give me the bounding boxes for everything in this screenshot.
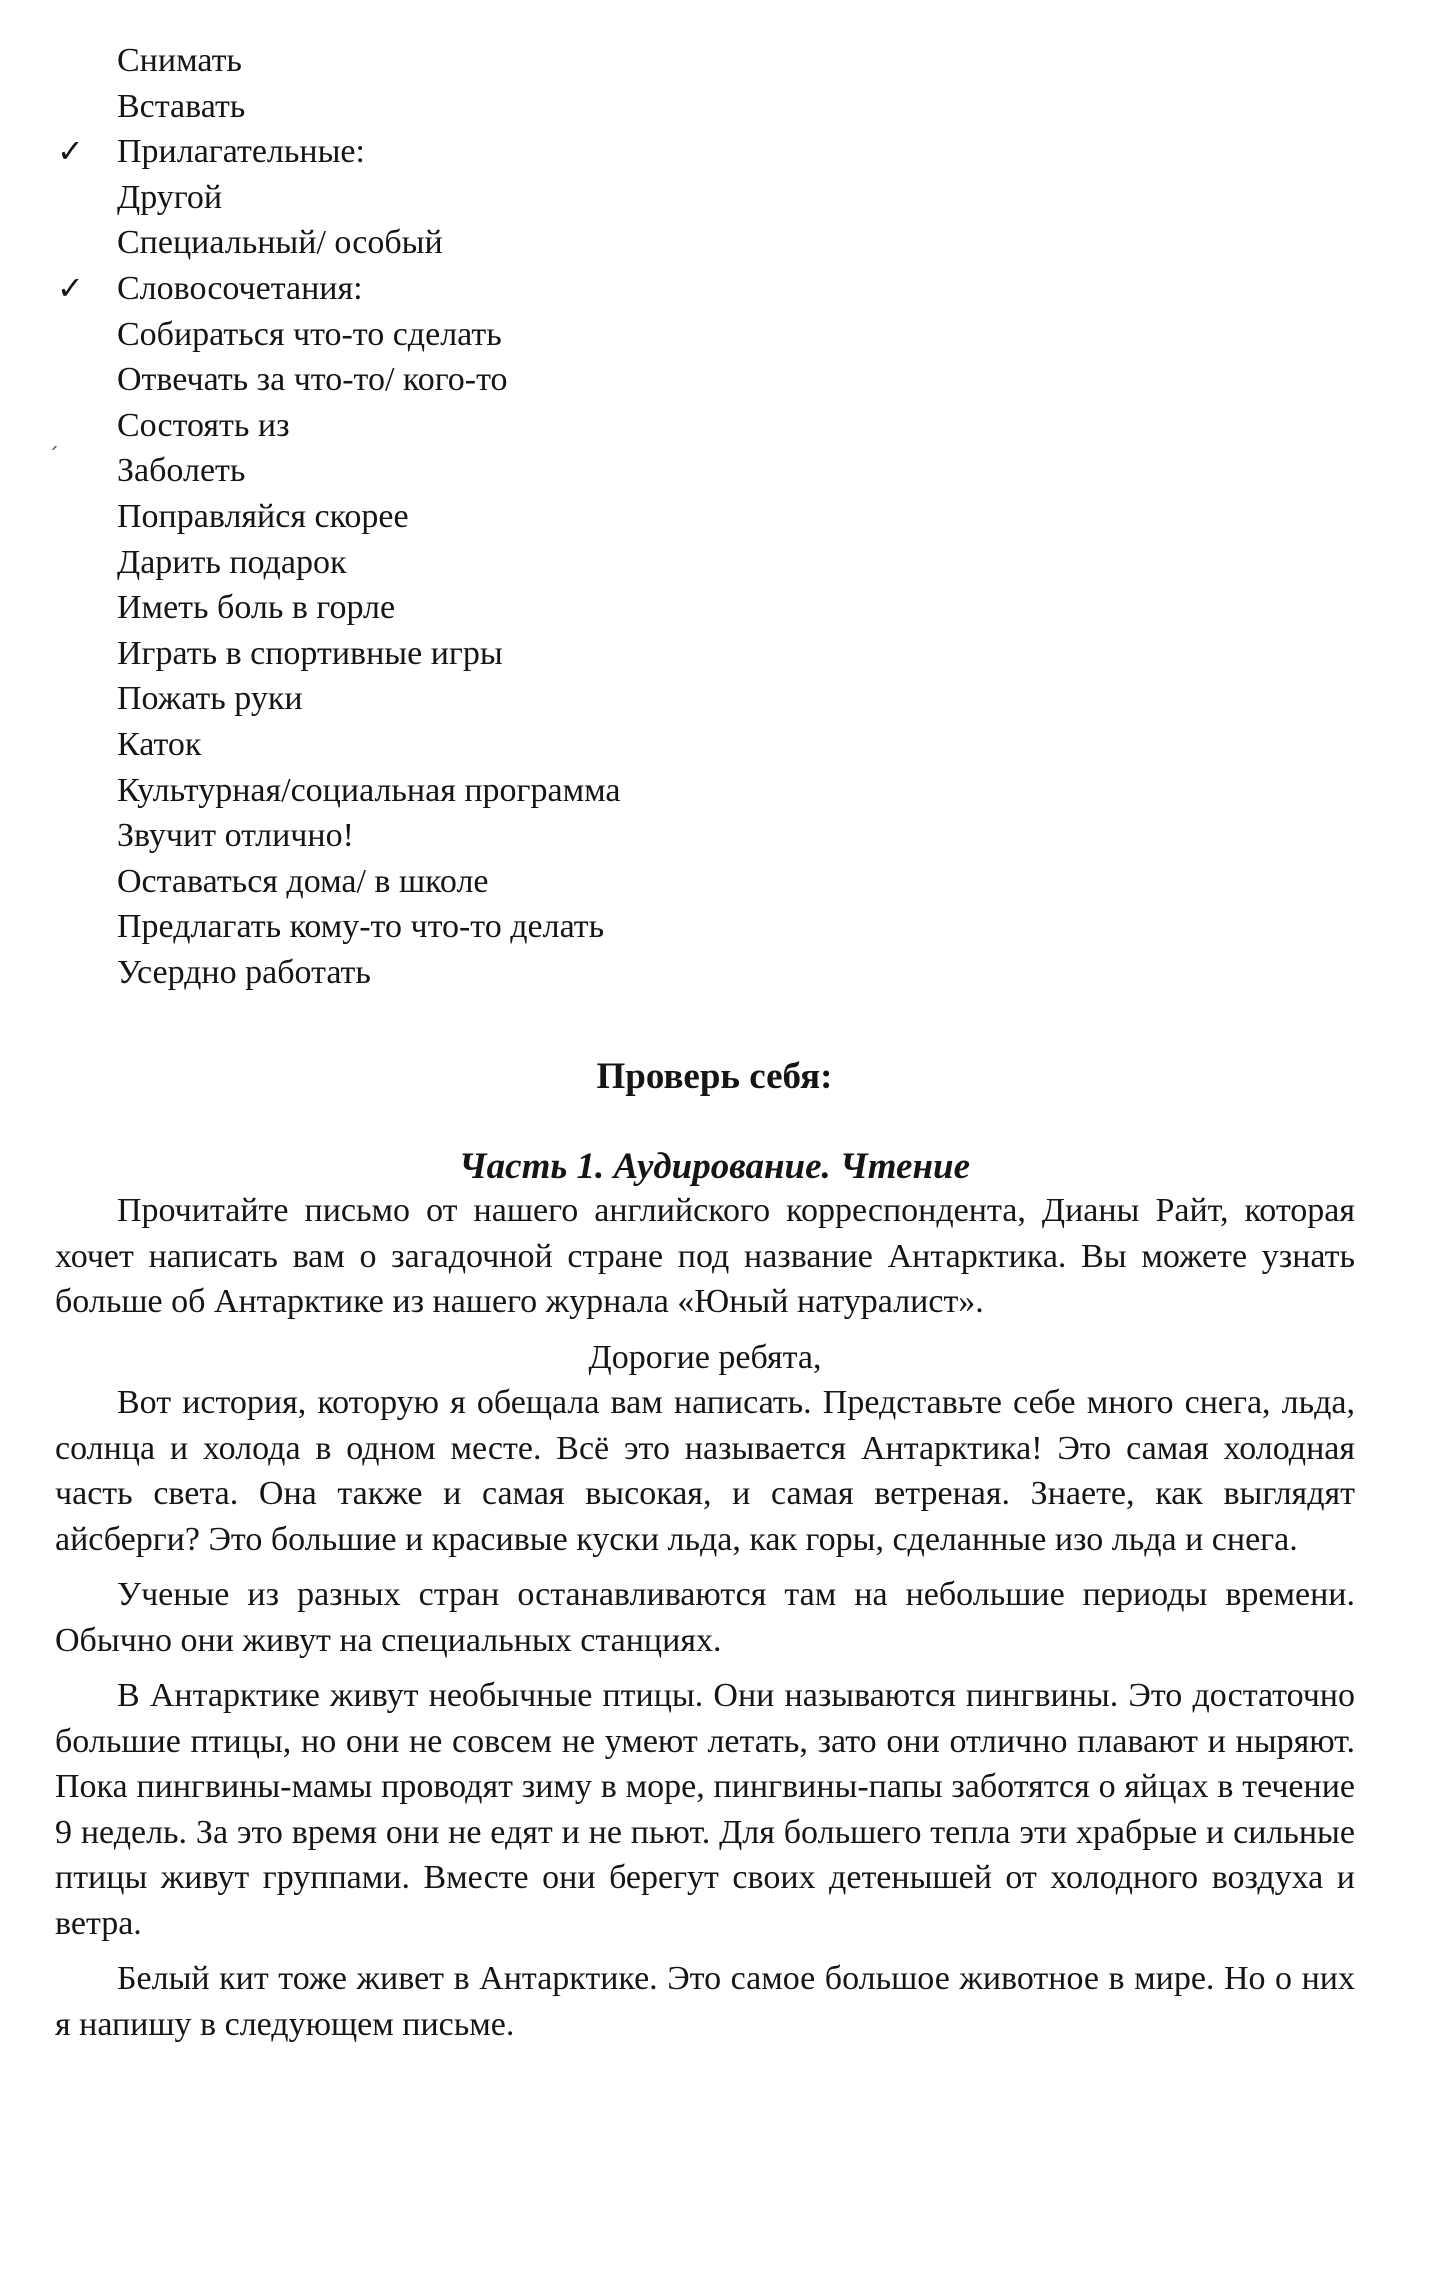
vocab-category-phrases: ✓ Словосочетания:: [117, 266, 620, 312]
vocab-item: Оставаться дома/ в школе: [117, 862, 489, 900]
vocab-item: Усердно работать: [117, 953, 371, 991]
check-icon: ✓: [57, 268, 84, 307]
section-subheading: Часть 1. Аудирование. Чтение: [459, 1146, 970, 1187]
vocab-item: Пожать руки: [117, 680, 303, 718]
letter-paragraph: Ученые из разных стран останавливаются там на небольшие периоды времени. Обычно они живут на специальных станциях.: [55, 1576, 1355, 1659]
vocab-item: Собираться что-то сделать: [117, 315, 502, 353]
letter-paragraph: В Антарктике живут необычные птицы. Они называются пингвины. Это достаточно большие птицы, но они не совсем не умеют летать, зато они отлично плавают и ныряют. Пока пингвины-мамы проводят зиму в море, пингвины-папы заботятся о яйцах в течение 9 недель. За это время они не едят и не пьют. Для большего тепла эти храбрые и сильные птицы живут группами. Вместе они берегут своих детенышей от холодного воздуха и ветра.: [55, 1677, 1355, 1942]
vocab-item: Звучит отлично!: [117, 817, 354, 855]
reading-text: [55, 1188, 1355, 2047]
vocab-item: Специальный/ особый: [117, 224, 443, 262]
vocab-item: Играть в спортивные игры: [117, 634, 503, 672]
vocab-item: Заболеть: [117, 452, 246, 490]
vocab-item: Поправляйся скорее: [117, 497, 409, 535]
letter-paragraph: Белый кит тоже живет в Антарктике. Это самое большое животное в мире. Но о них я напишу в следующем письме.: [55, 1960, 1355, 2043]
scan-speck: ˊ: [48, 445, 59, 470]
check-icon: ✓: [57, 132, 84, 171]
section-heading: Проверь себя:: [596, 1056, 833, 1097]
vocab-item: Предлагать кому-то что-то делать: [117, 908, 605, 946]
vocab-item: Отвечать за что-то/ кого-то: [117, 361, 508, 399]
vocabulary-list: [57, 38, 621, 995]
vocab-category-adjectives: ✓ Прилагательные:: [117, 129, 620, 175]
vocab-item: Другой: [117, 178, 223, 216]
vocab-item: Каток: [117, 725, 202, 763]
letter-paragraph: Вот история, которую я обещала вам написать. Представьте себе много снега, льда, солнца и холода в одном месте. Всё это называется Антарктика! Это самая холодная часть света. Она также и самая высокая, и самая ветреная. Знаете, как выглядят айсберги? Это большие и красивые куски льда, как горы, сделанные изо льда и снега.: [55, 1384, 1355, 1558]
vocab-item: Культурная/социальная программа: [117, 771, 621, 809]
vocab-item: Дарить подарок: [117, 543, 347, 581]
vocab-item: Состоять из: [117, 406, 290, 444]
vocab-item: Вставать: [117, 87, 246, 125]
vocab-item: Снимать: [117, 42, 242, 79]
vocab-item: Иметь боль в горле: [117, 589, 396, 627]
letter-greeting: Дорогие ребята,: [588, 1338, 822, 1376]
intro-paragraph: Прочитайте письмо от нашего английского корреспондента, Дианы Райт, которая хочет написать вам о загадочной стране под название Антарктика. Вы можете узнать больше об Антарктике из нашего журнала «Юный натуралист».: [55, 1192, 1355, 1320]
